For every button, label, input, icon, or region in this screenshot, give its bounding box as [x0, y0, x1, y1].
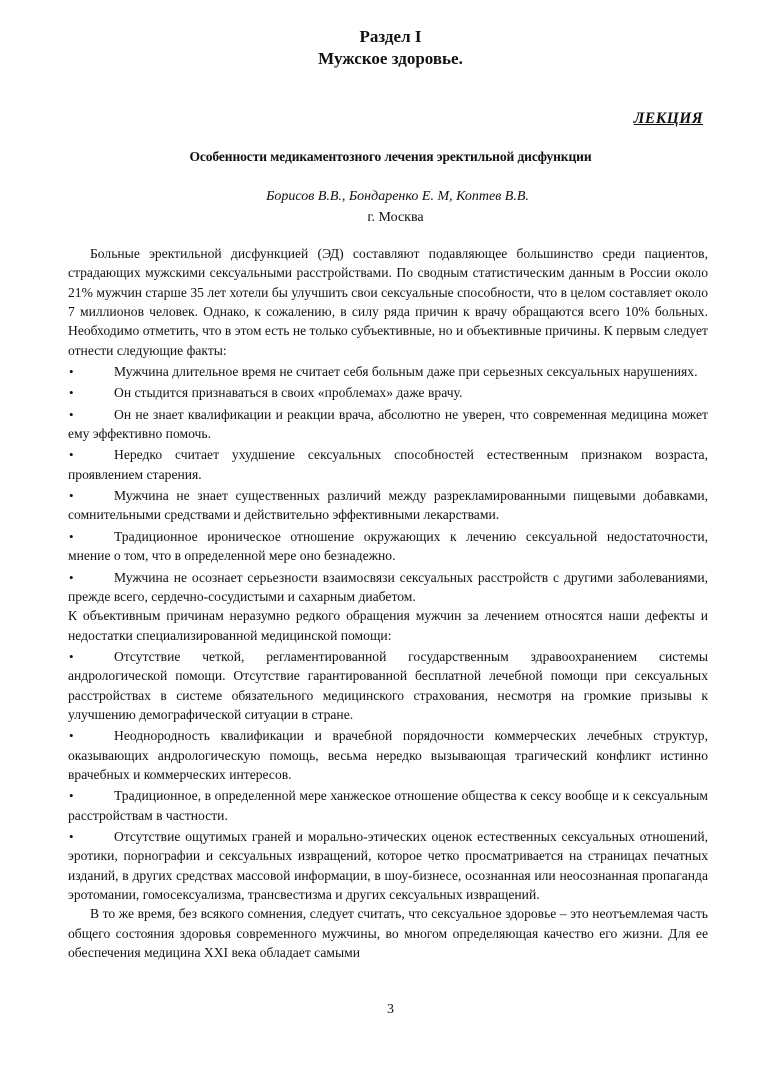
bullet-icon: • — [69, 447, 74, 463]
bullet-icon: • — [69, 406, 74, 422]
closing-paragraph: В то же время, без всякого сомнения, следует считать, что сексуальное здоровье – это неотъемлемая часть общего состояния здоровья современного мужчины, во многом определяющая качество его жизни. Для ее обеспечения медицина XXI века обладает самыми — [68, 906, 708, 961]
list-item — [68, 383, 708, 402]
bullet-icon: • — [69, 648, 74, 664]
list-item — [68, 405, 708, 444]
list-item — [68, 527, 708, 566]
article-title: Особенности медикаментозного лечения эректильной дисфункции — [189, 149, 592, 164]
list-item-text: Отсутствие четкой, регламентированной государственным здравоохранением системы андрологической помощи. Отсутствие гарантированной бесплатной лечебной помощи при сексуальных расстройствах в системе обязательного медицинского страхования, несмотря на громкие призывы к улучшению демографической ситуации в стране. — [68, 648, 708, 722]
list-item — [68, 647, 708, 724]
bullet-icon: • — [69, 385, 74, 401]
list-item-text: Он стыдится признаваться в своих «проблемах» даже врачу. — [114, 385, 463, 401]
list-item-text: Он не знает квалификации и реакции врача, абсолютно не уверен, что современная медицина может ему эффективно помочь. — [68, 406, 708, 442]
article-body — [68, 244, 708, 962]
author-names: Борисов В.В., Бондаренко Е. М, Коптев В.В. — [266, 189, 529, 204]
list-item-text: Отсутствие ощутимых граней и морально-этических оценок естественных сексуальных отношений, эротики, порнографии и сексуальных извращений, которое четко просматривается на страницах печатных изданий, в других средствах массовой информации, в шоу-бизнесе, осознанная или неосознанная пропаганда эротомании, гомосексуализма, трансвестизма и других сексуальных извращений. — [68, 828, 708, 902]
objective-intro-paragraph: К объективным причинам неразумно редкого обращения мужчин за лечением относятся наши дефекты и недостатки специализированной медицинской помощи: — [68, 608, 708, 643]
page-number: 3 — [387, 1002, 394, 1017]
bullet-icon: • — [69, 828, 74, 844]
list-item — [68, 568, 708, 607]
list-item-text: Традиционное, в определенной мере ханжеское отношение общества к сексу вообще и к сексуальным расстройствам в частности. — [68, 788, 708, 823]
list-item-text: Неоднородность квалификации и врачебной порядочности коммерческих лечебных структур, оказывающих андрологическую помощь, весьма нередко вызывающая трагический конфликт истинно врачебных и коммерческих интересов. — [68, 728, 708, 782]
list-item — [68, 786, 708, 825]
section-title: Мужское здоровье. — [318, 49, 463, 68]
intro-paragraph: Больные эректильной дисфункцией (ЭД) составляют подавляющее большинство среди пациентов, страдающих мужскими сексуальными расстройствами. По сводным статистическим данным в России около 21% мужчин старше 35 лет хотели бы улучшить свои сексуальные способности, что в целом составляет около 7 миллионов человек. Однако, к сожалению, в силу ряда причин к врачу обращаются всего 10% больных. Необходимо отметить, что в этом есть не только субъективные, но и объективные причины. К первым следует отнести следующие факты: — [68, 246, 708, 358]
author-city: г. Москва — [367, 210, 424, 225]
list-item-text: Нередко считает ухудшение сексуальных способностей естественным признаком возраста, проявлением старения. — [68, 447, 708, 482]
bullet-icon: • — [69, 569, 74, 585]
bullet-icon: • — [69, 488, 74, 504]
bullet-icon: • — [69, 528, 74, 544]
lecture-label: ЛЕКЦИЯ — [633, 110, 703, 127]
list-item-text: Традиционное ироническое отношение окружающих к лечению сексуальной недостаточности, мнение о том, что в определенной мере оно безнадежно. — [68, 528, 708, 564]
list-item — [68, 726, 708, 784]
list-item — [68, 445, 708, 484]
list-item-text: Мужчина длительное время не считает себя больным даже при серьезных сексуальных нарушениях. — [114, 364, 698, 380]
bullet-icon: • — [69, 364, 74, 380]
section-number: Раздел I — [359, 27, 422, 46]
section-heading — [0, 26, 781, 70]
list-item — [68, 362, 708, 381]
list-item-text: Мужчина не осознает серьезности взаимосвязи сексуальных расстройств с другими заболеваниями, прежде всего, сердечно-сосудистыми и сахарным диабетом. — [68, 569, 708, 604]
list-item-text: Мужчина не знает существенных различий между разрекламированными пищевыми добавками, сомнительными средствами и действительно эффективными лекарствами. — [68, 488, 708, 523]
bullet-icon: • — [69, 728, 74, 744]
bullet-icon: • — [69, 788, 74, 804]
authors-block — [0, 186, 781, 228]
list-item — [68, 827, 708, 904]
list-item — [68, 486, 708, 525]
